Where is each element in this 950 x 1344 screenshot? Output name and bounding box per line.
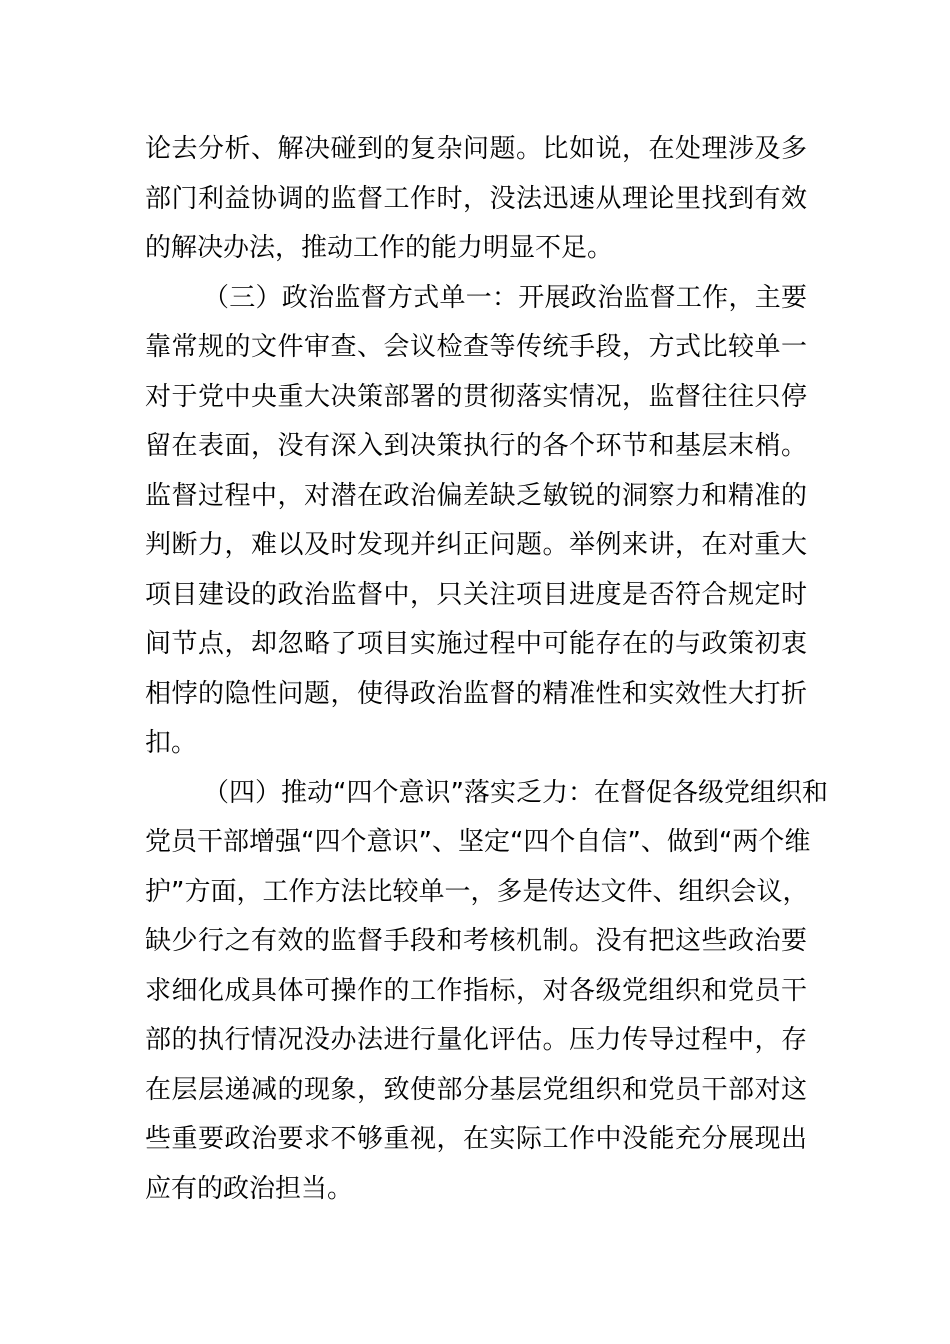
paragraph-3 <box>145 769 828 1215</box>
paragraph-1 <box>145 125 807 274</box>
text-line: 扣。 <box>145 728 198 758</box>
text-line: 求细化成具体可操作的工作指标，对各级党组织和党员干 <box>145 975 807 1006</box>
text-line: 缺少行之有效的监督手段和考核机制。没有把这些政治要 <box>145 926 807 956</box>
text-line: 部的执行情况没办法进行量化评估。压力传导过程中，存 <box>145 1025 807 1055</box>
document-body <box>145 125 828 1214</box>
text-line: 护”方面，工作方法比较单一，多是传达文件、组织会议， <box>145 876 809 907</box>
text-line: 留在表面，没有深入到决策执行的各个环节和基层末梢。 <box>145 431 807 461</box>
text-line: 部门利益协调的监督工作时，没法迅速从理论里找到有效 <box>145 183 807 214</box>
text-line: 的解决办法，推动工作的能力明显不足。 <box>145 233 614 263</box>
text-line: 监督过程中，对潜在政治偏差缺乏敏锐的洞察力和精准的 <box>145 480 807 511</box>
text-line: （四）推动“四个意识”落实乏力：在督促各级党组织和 <box>203 777 828 808</box>
text-line: 些重要政治要求不够重视，在实际工作中没能充分展现出 <box>145 1124 807 1154</box>
text-line: 应有的政治担当。 <box>145 1173 354 1204</box>
text-line: 判断力，难以及时发现并纠正问题。举例来讲，在对重大 <box>145 530 807 560</box>
text-line: 项目建设的政治监督中，只关注项目进度是否符合规定时 <box>145 579 807 610</box>
text-line: 靠常规的文件审查、会议检查等传统手段，方式比较单一 <box>145 332 807 362</box>
text-line: 间节点，却忽略了项目实施过程中可能存在的与政策初衷 <box>145 629 807 659</box>
paragraph-2 <box>145 274 807 769</box>
text-line: 对于党中央重大决策部署的贯彻落实情况，监督往往只停 <box>145 381 807 412</box>
text-line: 论去分析、解决碰到的复杂问题。比如说，在处理涉及多 <box>145 134 807 164</box>
text-line: 相悖的隐性问题，使得政治监督的精准性和实效性大打折 <box>145 678 807 709</box>
text-line: （三）政治监督方式单一：开展政治监督工作，主要 <box>203 282 807 313</box>
text-line: 在层层递减的现象，致使部分基层党组织和党员干部对这 <box>145 1074 807 1105</box>
text-line: 党员干部增强“四个意识”、坚定“四个自信”、做到“两个维 <box>145 827 811 857</box>
